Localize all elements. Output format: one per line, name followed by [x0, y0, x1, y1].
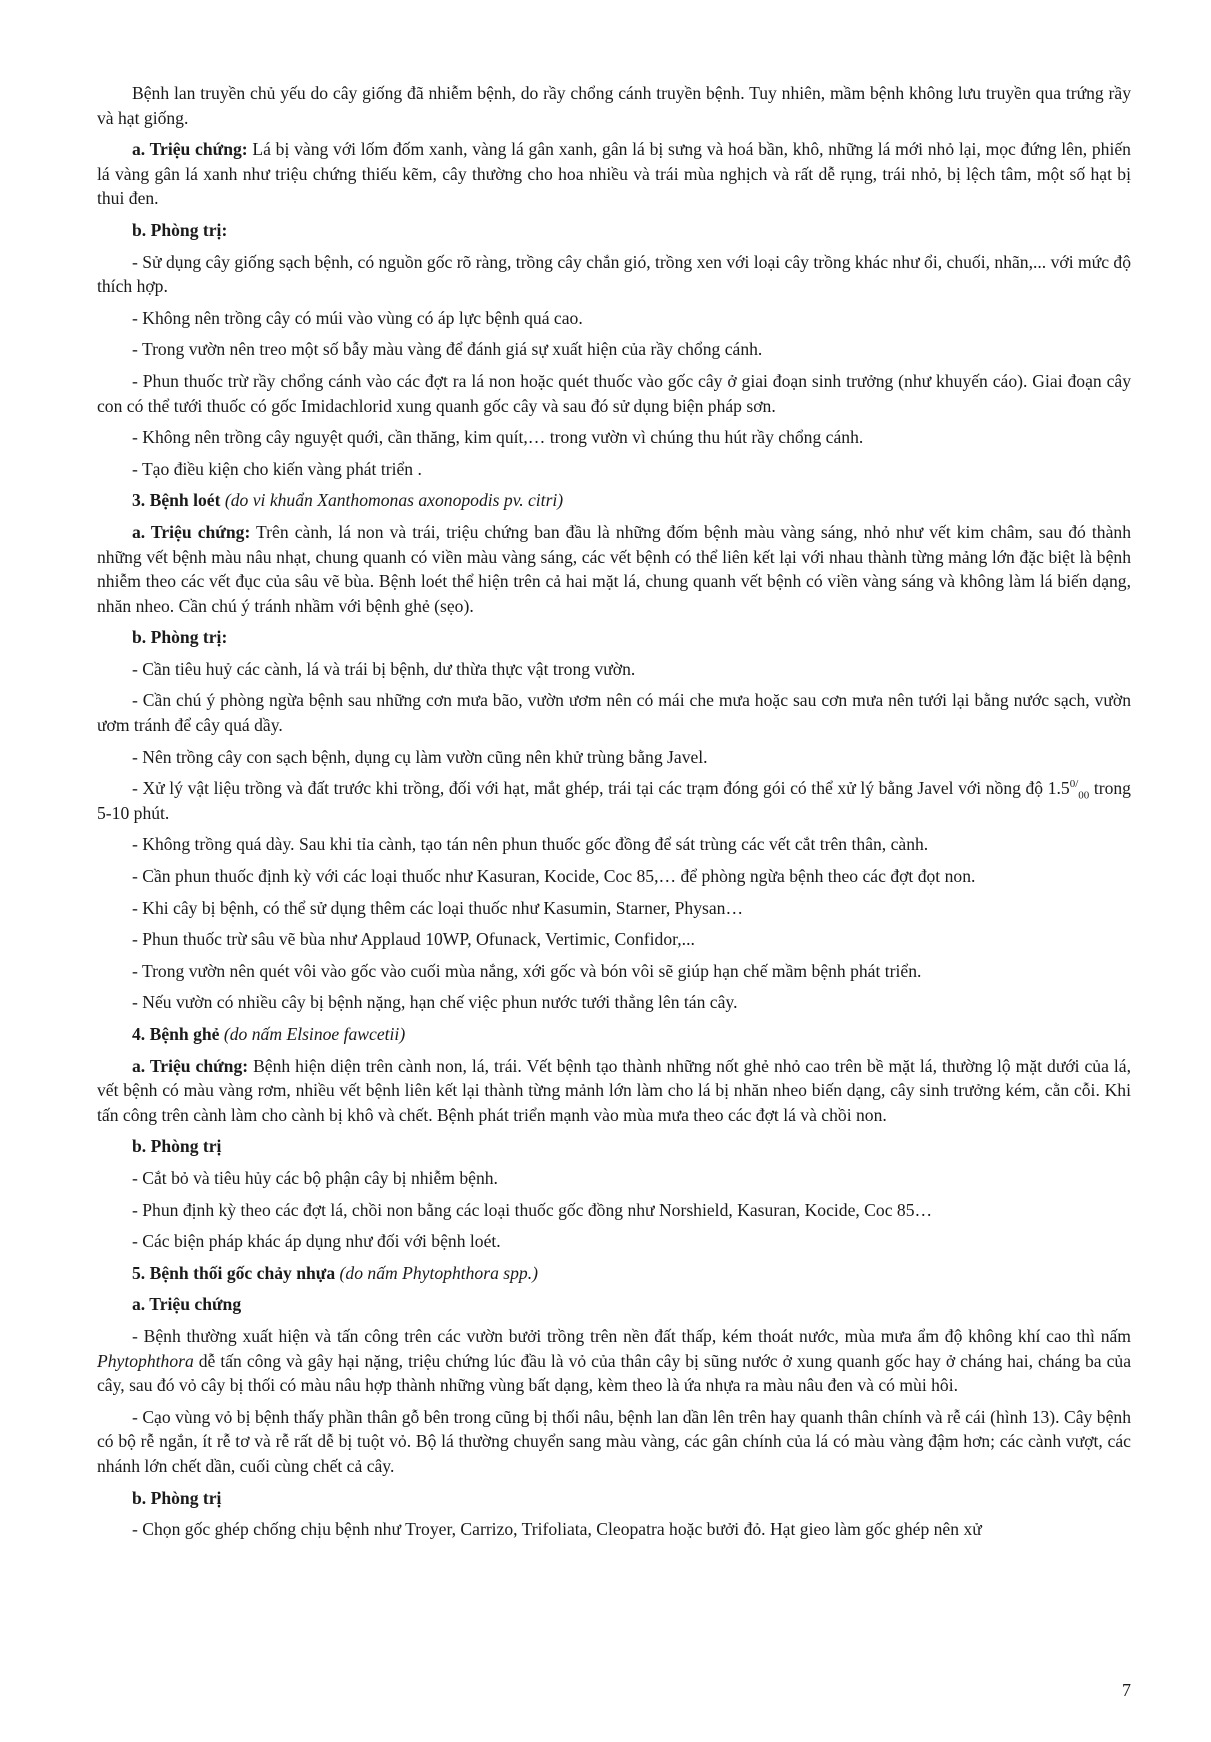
paragraph-text: - Cần tiêu huỷ các cành, lá và trái bị bệnh, dư thừa thực vật trong vườn.	[132, 658, 636, 679]
paragraph-heading: 4. Bệnh ghẻ	[132, 1024, 220, 1044]
paragraph-heading: a. Triệu chứng:	[132, 521, 251, 542]
paragraph	[97, 1054, 1131, 1128]
paragraph	[97, 1324, 1131, 1398]
paragraph	[97, 832, 1131, 857]
paragraph-text: - Tạo điều kiện cho kiến vàng phát triển .	[132, 458, 422, 479]
paragraph-text: Bệnh hiện diện trên cành non, lá, trái. Vết bệnh tạo thành những nốt ghẻ nhỏ cao trên bề mặt lá, thường lộ mặt dưới của lá, vết bệnh có màu vàng rơm, nhiều vết bệnh liên kết lại thành từng mảnh lớn làm cho lá bị nhăn nheo biến dạng, cây sinh trưởng kém, cằn cỗi. Khi tấn công trên cành làm cho cành bị khô và chết. Bệnh phát triển mạnh vào mùa mưa theo các đợt lá và chồi non.	[97, 1055, 1131, 1125]
paragraph-heading: b. Phòng trị	[132, 1136, 222, 1157]
paragraph-italic-note: (do vi khuẩn Xanthomonas axonopodis pv. citri)	[220, 490, 564, 511]
paragraph	[97, 81, 1131, 130]
paragraph-text: - Không nên trồng cây có múi vào vùng có áp lực bệnh quá cao.	[132, 307, 583, 328]
paragraph	[97, 864, 1131, 889]
paragraph	[97, 1517, 1131, 1542]
paragraph	[97, 927, 1131, 952]
paragraph	[97, 1229, 1131, 1254]
paragraph	[97, 250, 1131, 299]
paragraph-text: - Cần chú ý phòng ngừa bệnh sau những cơn mưa bão, vườn ươm nên có mái che mưa hoặc sau cơn mưa nên tưới lại bằng nước sạch, vườn ươm tránh để cây quá dầy.	[97, 690, 1131, 736]
paragraph	[97, 369, 1131, 418]
paragraph-text: Bệnh lan truyền chủ yếu do cây giống đã nhiễm bệnh, do rầy chổng cánh truyền bệnh. Tuy nhiên, mầm bệnh không lưu truyền qua trứng rầy và hạt giống.	[97, 83, 1131, 128]
paragraph-text: - Bệnh thường xuất hiện và tấn công trên các vườn bưởi trồng trên nền đất thấp, kém thoát nước, mùa mưa ẩm độ không khí cao thì nấm	[132, 1325, 1131, 1346]
paragraph	[97, 1198, 1131, 1223]
paragraph	[97, 488, 1131, 513]
paragraph	[97, 520, 1131, 618]
paragraph	[97, 657, 1131, 682]
paragraph-heading: b. Phòng trị	[132, 1487, 222, 1508]
paragraph	[97, 745, 1131, 770]
paragraph-text: - Trong vườn nên treo một số bẫy màu vàng để đánh giá sự xuất hiện của rầy chổng cánh.	[132, 339, 763, 360]
paragraph-text: - Phun định kỳ theo các đợt lá, chồi non bằng các loại thuốc gốc đồng như Norshield, Kasuran, Kocide, Coc 85…	[132, 1199, 933, 1220]
paragraph-text: - Khi cây bị bệnh, có thể sử dụng thêm các loại thuốc như Kasumin, Starner, Physan…	[132, 897, 744, 918]
paragraph	[97, 1166, 1131, 1191]
paragraph-heading: 5. Bệnh thối gốc chảy nhựa	[132, 1262, 336, 1283]
paragraph-text-tail: trong 5-10 phút.	[97, 778, 1131, 823]
superscript: 0	[1069, 778, 1076, 791]
paragraph-italic-note: (do nấm Phytophthora spp.)	[335, 1262, 538, 1283]
subscript: 00	[1078, 789, 1090, 802]
paragraph-text: - Phun thuốc trừ rầy chổng cánh vào các đợt ra lá non hoặc quét thuốc vào gốc cây ở giai đoạn sinh trưởng (như khuyến cáo). Giai đoạn cây con có thể tưới thuốc có gốc Imidachlorid xung quanh gốc cây và sau đó sử dụng biện pháp sơn.	[97, 370, 1131, 416]
paragraph	[97, 218, 1131, 243]
italic-term: Phytophthora	[97, 1350, 194, 1371]
paragraph	[97, 1292, 1131, 1317]
paragraph	[97, 337, 1131, 362]
paragraph-heading: b. Phòng trị:	[132, 627, 228, 648]
paragraph	[97, 990, 1131, 1015]
paragraph	[97, 306, 1131, 331]
paragraph	[97, 959, 1131, 984]
paragraph	[97, 625, 1131, 650]
paragraph-text: - Nếu vườn có nhiều cây bị bệnh nặng, hạn chế việc phun nước tưới thẳng lên tán cây.	[132, 992, 738, 1013]
paragraph-text: - Phun thuốc trừ sâu vẽ bùa như Applaud 10WP, Ofunack, Vertimic, Confidor,...	[132, 929, 695, 950]
paragraph	[97, 688, 1131, 737]
paragraph	[97, 137, 1131, 211]
paragraph	[97, 896, 1131, 921]
paragraph-text: - Cần phun thuốc định kỳ với các loại thuốc như Kasuran, Kocide, Coc 85,… để phòng ngừa bệnh theo các đợt đọt non.	[132, 866, 976, 887]
paragraph	[97, 1261, 1131, 1286]
page-number: 7	[1122, 1680, 1131, 1700]
paragraph-text: - Xử lý vật liệu trồng và đất trước khi trồng, đối với hạt, mắt ghép, trái tại các trạm đóng gói có thể xử lý bằng Javel với nồng độ 1.5	[132, 778, 1070, 799]
paragraph-text: - Nên trồng cây con sạch bệnh, dụng cụ làm vườn cũng nên khử trùng bằng Javel.	[132, 746, 708, 767]
paragraph-text: - Không trồng quá dày. Sau khi tỉa cành, tạo tán nên phun thuốc gốc đồng để sát trùng các vết cắt trên thân, cành.	[132, 834, 929, 855]
paragraph	[97, 457, 1131, 482]
paragraph-text: - Chọn gốc ghép chống chịu bệnh như Troyer, Carrizo, Trifoliata, Cleopatra hoặc bưởi đỏ. Hạt gieo làm gốc ghép nên xử	[132, 1519, 982, 1540]
paragraph	[97, 1022, 1131, 1047]
paragraph-heading: a. Triệu chứng:	[132, 139, 248, 160]
fraction-slash: /	[1075, 778, 1079, 791]
paragraph-heading: 3. Bệnh loét	[132, 490, 221, 511]
paragraph	[97, 1134, 1131, 1159]
paragraph-text: Lá bị vàng với lốm đốm xanh, vàng lá gân xanh, gân lá bị sưng và hoá bần, khô, những lá mới nhỏ lại, mọc đứng lên, phiến lá vàng gân lá xanh như triệu chứng thiếu kẽm, cây thường cho hoa nhiều và trái mùa nghịch và rất dễ rụng, trái nhỏ, bị lệch tâm, một số hạt bị thui đen.	[97, 139, 1131, 209]
paragraph-heading: a. Triệu chứng:	[132, 1055, 249, 1076]
paragraph	[97, 1486, 1131, 1511]
paragraph	[97, 1405, 1131, 1479]
paragraph-heading: a. Triệu chứng	[132, 1294, 242, 1315]
paragraph-text: - Cắt bỏ và tiêu hủy các bộ phận cây bị nhiễm bệnh.	[132, 1167, 498, 1188]
paragraph-text-tail: dễ tấn công và gây hại nặng, triệu chứng lúc đầu là vỏ của thân cây bị sũng nước ở xung quanh gốc hay ở cháng hai, cháng ba của cây, sau đó vỏ cây bị thối có màu nâu hợp thành những vùng bất dạng, kèm theo là ứa nhựa ra màu nâu đen và có mùi hôi.	[97, 1350, 1131, 1396]
paragraph	[97, 776, 1131, 825]
paragraph-text: - Cạo vùng vỏ bị bệnh thấy phần thân gỗ bên trong cũng bị thối nâu, bệnh lan dần lên trên hay quanh thân chính và rễ cái (hình 13). Cây bệnh có bộ rễ ngắn, ít rễ tơ và rễ rất dễ bị tuột vỏ. Bộ lá thường chuyển sang màu vàng, các gân chính của lá có màu vàng đậm hơn; các cành vượt, các nhánh lớn chết dần, cuối cùng chết cả cây.	[97, 1406, 1131, 1476]
paragraph-text: - Các biện pháp khác áp dụng như đối với bệnh loét.	[132, 1231, 501, 1252]
paragraph	[97, 425, 1131, 450]
paragraph-text: - Trong vườn nên quét vôi vào gốc vào cuối mùa nắng, xới gốc và bón vôi sẽ giúp hạn chế mầm bệnh phát triển.	[132, 960, 922, 981]
paragraph-italic-note: (do nấm Elsinoe fawcetii)	[219, 1024, 406, 1044]
paragraph-text: Trên cành, lá non và trái, triệu chứng ban đầu là những đốm bệnh màu vàng sáng, nhỏ như vết kim châm, sau đó thành những vết bệnh màu nâu nhạt, chung quanh có viền màu vàng sáng, các vết bệnh có thể liên kết lại với nhau thành từng mảng lớn đặc biệt là bệnh nhiễm theo các vết đục của sâu vẽ bùa. Bệnh loét thể hiện trên cả hai mặt lá, chung quanh vết bệnh có viền vàng sáng và không làm lá biến dạng, nhăn nheo. Cần chú ý tránh nhầm với bệnh ghẻ (sẹo).	[97, 521, 1131, 616]
paragraph-text: - Không nên trồng cây nguyệt quới, cần thăng, kim quít,… trong vườn vì chúng thu hút rầy chổng cánh.	[132, 427, 864, 448]
paragraph-heading: b. Phòng trị:	[132, 219, 228, 240]
document-body	[97, 81, 1131, 1549]
paragraph-text: - Sử dụng cây giống sạch bệnh, có nguồn gốc rõ ràng, trồng cây chắn gió, trồng xen với loại cây trồng khác như ổi, chuối, nhãn,... với mức độ thích hợp.	[97, 251, 1132, 297]
